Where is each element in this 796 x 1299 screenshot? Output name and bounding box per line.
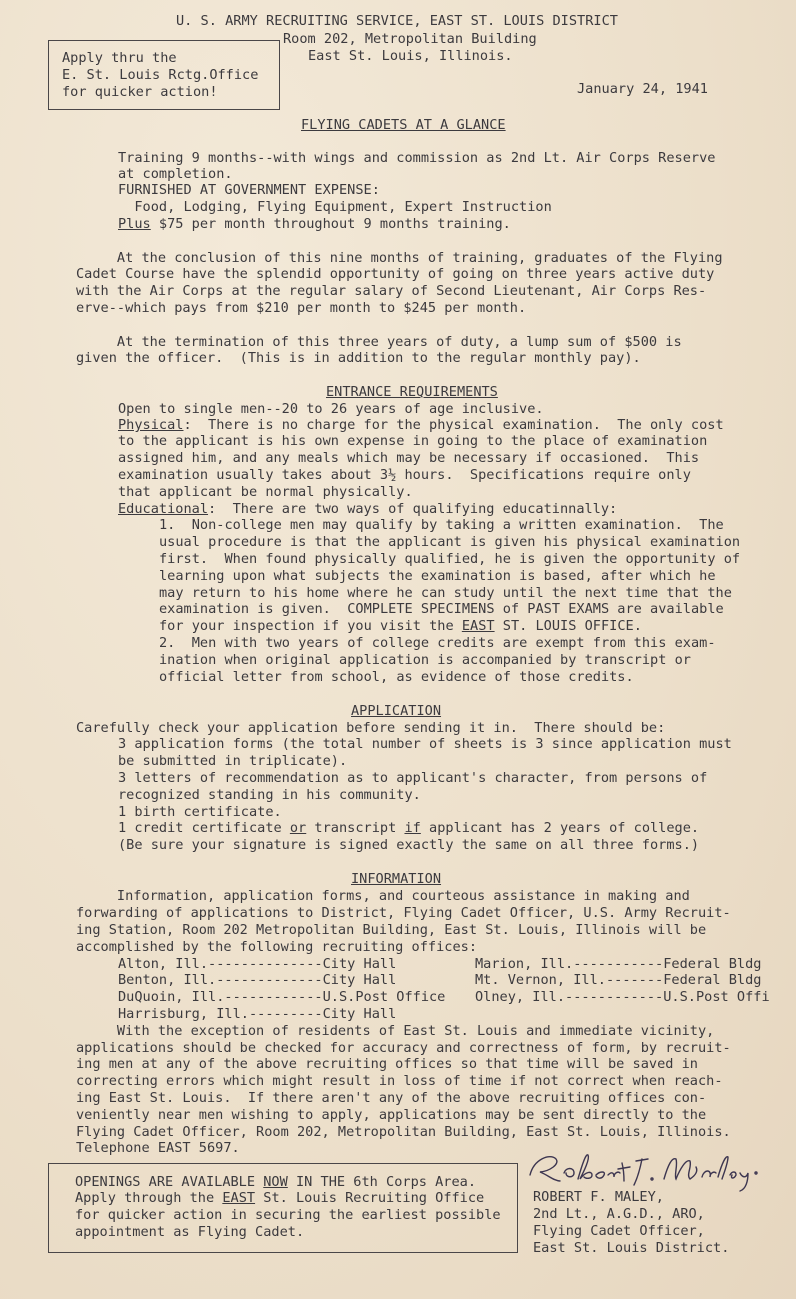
- para2-line: given the officer. (This is in addition to the regular monthly pay).: [76, 350, 641, 366]
- physical-line: examination usually takes about 3½ hours. Specifications require only: [118, 467, 691, 483]
- office-left: Benton, Ill.-------------City Hall: [118, 972, 397, 988]
- application-line: 3 letters of recommendation as to applicant's character, from persons of: [118, 770, 708, 786]
- application-line: 1 birth certificate.: [118, 804, 282, 820]
- physical-line: that applicant be normal physically.: [118, 484, 413, 500]
- signature-name: ROBERT F. MALEY,: [533, 1189, 664, 1205]
- east-underlined: EAST: [461, 618, 495, 634]
- information-para2-line: Telephone EAST 5697.: [76, 1140, 240, 1156]
- top-notice-line-2: E. St. Louis Rctg.Office: [62, 67, 259, 83]
- plus-text: $75 per month throughout 9 months training.: [150, 216, 511, 232]
- physical-line: [118, 417, 724, 434]
- information-line: forwarding of applications to District, Flying Cadet Officer, U.S. Army Recruit-: [76, 905, 731, 921]
- bottom-notice-text: IN THE 6th Corps Area.: [287, 1174, 477, 1190]
- office-right: Olney, Ill.------------U.S.Post Offi: [475, 989, 770, 1005]
- physical-line: assigned him, and any meals which may be necessary if occasioned. This: [118, 450, 700, 466]
- item1-line: examination is given. COMPLETE SPECIMENS of PAST EXAMS are available: [159, 601, 724, 617]
- item1-line: 1. Non-college men may qualify by taking a written examination. The: [159, 517, 724, 533]
- para1-line: At the conclusion of this nine months of training, graduates of the Flying: [76, 250, 723, 266]
- application-line: recognized standing in his community.: [118, 787, 421, 803]
- intro-line: at completion.: [118, 166, 233, 182]
- entrance-line: Open to single men--20 to 26 years of age inclusive.: [118, 401, 544, 417]
- physical-label: Physical: [118, 417, 184, 433]
- information-line: Information, application forms, and courteous assistance in making and: [76, 888, 690, 904]
- educational-line: [118, 501, 617, 518]
- item1-line: learning upon what subjects the examination is based, after which he: [159, 568, 716, 584]
- bottom-notice-text: OPENINGS ARE AVAILABLE: [75, 1174, 264, 1190]
- item2-line: 2. Men with two years of college credits are exempt from this exam-: [159, 635, 716, 651]
- educational-text: : There are two ways of qualifying educatinnally:: [208, 501, 618, 517]
- item1-text: for your inspection if you visit the: [159, 618, 462, 634]
- application-text: transcript: [306, 820, 405, 836]
- bottom-notice-text: Apply through the: [75, 1190, 223, 1206]
- entrance-heading: ENTRANCE REQUIREMENTS: [326, 384, 498, 400]
- handwritten-signature: [520, 1145, 760, 1193]
- information-heading: INFORMATION: [351, 871, 442, 887]
- application-line: (Be sure your signature is signed exactly the same on all three forms.): [118, 837, 700, 853]
- physical-text: : There is no charge for the physical examination. The only cost: [183, 417, 724, 433]
- physical-line: to the applicant is his own expense in going to the place of examination: [118, 433, 708, 449]
- information-para2-line: correcting errors which might result in loss of time if not correct when reach-: [76, 1073, 723, 1089]
- information-para2-line: ing men at any of the above recruiting offices so that time will be saved in: [76, 1056, 698, 1072]
- office-right: Mt. Vernon, Ill.-------Federal Bldg: [475, 972, 762, 988]
- information-para2-line: veniently near men wishing to apply, applications may be sent directly to the: [76, 1107, 707, 1123]
- application-text: applicant has 2 years of college.: [420, 820, 700, 836]
- application-text: 1 credit certificate: [118, 820, 290, 836]
- intro-line-plus: [118, 216, 511, 233]
- item1-line: usual procedure is that the applicant is given his physical examination: [159, 534, 741, 550]
- or-underlined: or: [289, 820, 307, 836]
- top-notice-line-3: for quicker action!: [62, 84, 218, 100]
- intro-line: FURNISHED AT GOVERNMENT EXPENSE:: [118, 182, 380, 198]
- item1-line: may return to his home where he can study until the next time that the: [159, 585, 732, 601]
- east-underlined: EAST: [222, 1190, 256, 1206]
- para1-line: Cadet Course have the splendid opportunity of going on three years active duty: [76, 266, 715, 282]
- document-date: January 24, 1941: [577, 81, 708, 97]
- signature-district: East St. Louis District.: [533, 1240, 730, 1256]
- item1-line: [159, 618, 642, 635]
- intro-line: Food, Lodging, Flying Equipment, Expert Instruction: [118, 199, 552, 215]
- information-line: ing Station, Room 202 Metropolitan Building, East St. Louis, Illinois will be: [76, 922, 707, 938]
- office-right: Marion, Ill.-----------Federal Bldg: [475, 956, 762, 972]
- item2-line: ination when original application is accompanied by transcript or: [159, 652, 691, 668]
- bottom-notice-line-4: appointment as Flying Cadet.: [75, 1224, 305, 1240]
- application-heading: APPLICATION: [351, 703, 442, 719]
- item1-line: first. When found physically qualified, he is given the opportunity of: [159, 551, 741, 567]
- educational-label: Educational: [118, 501, 209, 517]
- para1-line: erve--which pays from $210 per month to $245 per month.: [76, 300, 527, 316]
- intro-line: Training 9 months--with wings and commission as 2nd Lt. Air Corps Reserve: [118, 150, 716, 166]
- application-line: Carefully check your application before sending it in. There should be:: [76, 720, 666, 736]
- para2-line: At the termination of this three years of duty, a lump sum of $500 is: [76, 334, 682, 350]
- application-line: [118, 820, 699, 837]
- signature-rank: 2nd Lt., A.G.D., ARO,: [533, 1206, 705, 1222]
- para1-line: with the Air Corps at the regular salary of Second Lieutenant, Air Corps Res-: [76, 283, 707, 299]
- if-underlined: if: [404, 820, 421, 836]
- header-line-1: U. S. ARMY RECRUITING SERVICE, EAST ST. LOUIS DISTRICT: [176, 13, 618, 29]
- information-para2-line: With the exception of residents of East St. Louis and immediate vicinity,: [76, 1023, 715, 1039]
- document-title: FLYING CADETS AT A GLANCE: [301, 117, 506, 133]
- application-line: be submitted in triplicate).: [118, 753, 348, 769]
- office-left: Alton, Ill.--------------City Hall: [118, 956, 397, 972]
- information-para2-line: Flying Cadet Officer, Room 202, Metropolitan Building, East St. Louis, Illinois.: [76, 1124, 731, 1140]
- plus-label: Plus: [118, 216, 151, 232]
- application-line: 3 application forms (the total number of sheets is 3 since application must: [118, 736, 732, 752]
- bottom-notice-text: St. Louis Recruiting Office: [255, 1190, 485, 1206]
- bottom-notice-line-2: [75, 1189, 484, 1207]
- now-underlined: NOW: [263, 1174, 288, 1190]
- item1-text: ST. LOUIS OFFICE.: [494, 618, 642, 634]
- bottom-notice-line-3: for quicker action in securing the earliest possible: [75, 1207, 501, 1223]
- item2-line: official letter from school, as evidence of those credits.: [159, 669, 634, 685]
- header-line-2: Room 202, Metropolitan Building: [283, 31, 537, 47]
- top-notice-line-1: Apply thru the: [62, 50, 177, 66]
- header-line-3: East St. Louis, Illinois.: [308, 48, 513, 64]
- signature-title: Flying Cadet Officer,: [533, 1223, 705, 1239]
- information-para2-line: ing East St. Louis. If there aren't any of the above recruiting offices con-: [76, 1090, 707, 1106]
- office-left: Harrisburg, Ill.---------City Hall: [118, 1006, 397, 1022]
- office-left: DuQuoin, Ill.------------U.S.Post Office: [118, 989, 446, 1005]
- information-line: accomplished by the following recruiting offices:: [76, 939, 478, 955]
- information-para2-line: applications should be checked for accuracy and correctness of form, by recruit-: [76, 1040, 731, 1056]
